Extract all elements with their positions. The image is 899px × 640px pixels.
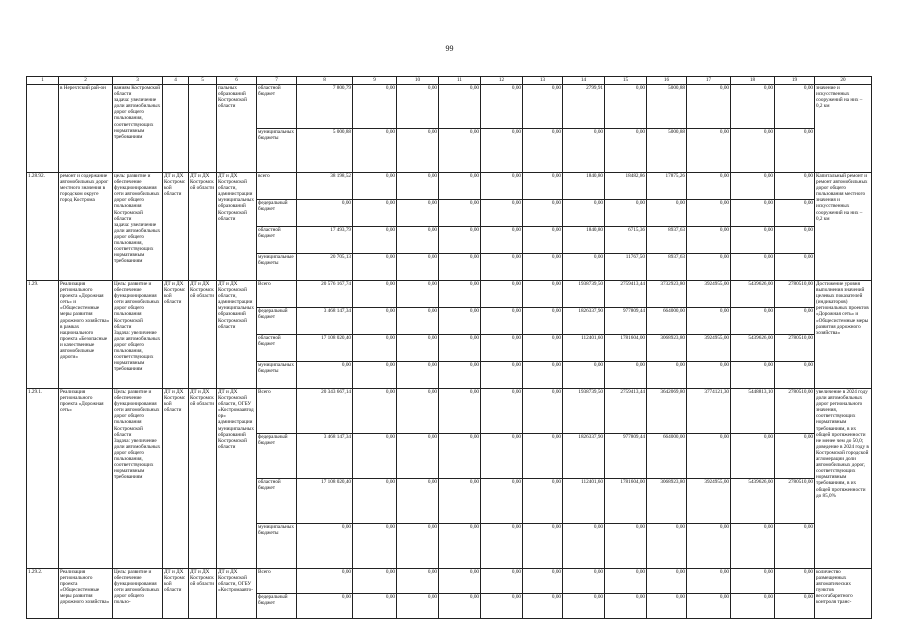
funding-source: Всего — [257, 389, 297, 434]
amount-cell: 20 705,13 — [297, 254, 353, 281]
amount-cell: 0,00 — [605, 200, 647, 227]
amount-cell: 20 576 167,74 — [297, 281, 353, 308]
amount-cell: 0,00 — [731, 200, 775, 227]
amount-cell: 0,00 — [297, 362, 353, 389]
funding-source: областной бюджет — [257, 85, 297, 129]
executor-cell: ДТ и ДХ Костромской области — [163, 389, 189, 569]
amount-cell: 0,00 — [523, 129, 563, 173]
participant-cell: ДТ и ДХ Костромской области, ОГБУ «Костромаавтодор» администрации муниципальных образований Костромской области — [217, 389, 257, 569]
amount-cell: 0,00 — [481, 569, 523, 594]
amount-cell: 0,00 — [523, 335, 563, 362]
result-text: Капитальный ремонт и ремонт автомобильных дорог общего пользования местного значения и искусственных сооружений на них – 0,2 км — [815, 173, 872, 281]
amount-cell: 0,00 — [687, 85, 731, 129]
amount-cell: 0,00 — [297, 524, 353, 569]
amount-cell: 664000,00 — [647, 308, 687, 335]
result-text: количество размещенных автоматических пунктов весогабаритного контроля транс- — [815, 569, 872, 619]
amount-cell: 1826337,90 — [563, 308, 605, 335]
amount-cell: 0,00 — [353, 362, 397, 389]
measure-name: ремонт и содержание автомобильных дорог местного значения в городском округе город Кострома — [59, 173, 113, 281]
column-number: 7 — [257, 77, 297, 85]
amount-cell: 17 493,79 — [297, 227, 353, 254]
column-number: 5 — [189, 77, 217, 85]
page-number: 99 — [445, 44, 454, 53]
amount-cell: 0,00 — [647, 524, 687, 569]
amount-cell: 0,00 — [481, 362, 523, 389]
amount-cell: 0,00 — [297, 200, 353, 227]
executor-cell: ДТ и ДХ Костромской области — [163, 569, 189, 619]
amount-cell: 0,00 — [353, 335, 397, 362]
amount-cell: 0,00 — [523, 389, 563, 434]
amount-cell: 0,00 — [353, 594, 397, 619]
amount-cell: 0,00 — [353, 308, 397, 335]
program-table — [26, 76, 872, 619]
amount-cell: 11767,50 — [605, 254, 647, 281]
amount-cell: 0,00 — [731, 85, 775, 129]
amount-cell: 0,00 — [523, 85, 563, 129]
amount-cell: 0,00 — [481, 594, 523, 619]
amount-cell: 0,00 — [439, 200, 481, 227]
amount-cell: 0,00 — [439, 524, 481, 569]
amount-cell: 0,00 — [605, 85, 647, 129]
amount-cell: 0,00 — [563, 254, 605, 281]
amount-cell: 0,00 — [647, 594, 687, 619]
amount-cell: 0,00 — [687, 524, 731, 569]
amount-cell: 0,00 — [605, 524, 647, 569]
amount-cell: 0,00 — [731, 362, 775, 389]
amount-cell: 0,00 — [647, 200, 687, 227]
amount-cell: 0,00 — [481, 227, 523, 254]
amount-cell: 0,00 — [439, 254, 481, 281]
amount-cell: 0,00 — [397, 594, 439, 619]
item-number: 1.29.1. — [27, 389, 59, 569]
amount-cell: 3774121,30 — [687, 389, 731, 434]
amount-cell: 3642069,80 — [647, 389, 687, 434]
amount-cell: 0,00 — [523, 594, 563, 619]
measure-name: Реализация регионального проекта «Дорожная сеть» — [59, 389, 113, 569]
amount-cell: 0,00 — [353, 524, 397, 569]
amount-cell: 1840,80 — [563, 173, 605, 200]
amount-cell: 5439626,00 — [731, 281, 775, 308]
amount-cell: 977809,44 — [605, 434, 647, 479]
column-number: 4 — [163, 77, 189, 85]
amount-cell: 2780510,00 — [775, 389, 815, 434]
amount-cell: 17875,26 — [647, 173, 687, 200]
item-number: 1.29.2. — [27, 569, 59, 619]
amount-cell: 0,00 — [397, 227, 439, 254]
amount-cell: 0,00 — [731, 434, 775, 479]
amount-cell: 1781604,00 — [605, 479, 647, 524]
column-number: 18 — [731, 77, 775, 85]
column-number: 6 — [217, 77, 257, 85]
funding-source: федеральный бюджет — [257, 308, 297, 335]
amount-cell: 0,00 — [397, 569, 439, 594]
amount-cell: 0,00 — [523, 479, 563, 524]
amount-cell: 3 468 147,34 — [297, 434, 353, 479]
amount-cell: 0,00 — [731, 308, 775, 335]
amount-cell: 0,00 — [523, 434, 563, 479]
item-number: 1.29. — [27, 281, 59, 389]
amount-cell: 0,00 — [605, 129, 647, 173]
amount-cell: 0,00 — [775, 434, 815, 479]
amount-cell: 0,00 — [523, 524, 563, 569]
amount-cell: 0,00 — [687, 129, 731, 173]
participant-cell: ДТ и ДХ Костромской области, администрации муниципальных образований Костромской области — [217, 281, 257, 389]
amount-cell: 1781604,00 — [605, 335, 647, 362]
amount-cell: 0,00 — [397, 129, 439, 173]
funding-source: всего — [257, 173, 297, 200]
amount-cell: 112401,60 — [563, 479, 605, 524]
amount-cell: 0,00 — [523, 362, 563, 389]
amount-cell: 0,00 — [439, 569, 481, 594]
amount-cell: 0,00 — [481, 434, 523, 479]
funding-source: муниципальные бюджеты — [257, 254, 297, 281]
amount-cell: 5000,88 — [647, 129, 687, 173]
amount-cell: 977809,44 — [605, 308, 647, 335]
amount-cell: 0,00 — [731, 569, 775, 594]
amount-cell: 0,00 — [731, 227, 775, 254]
amount-cell: 0,00 — [353, 389, 397, 434]
amount-cell: 8937,63 — [647, 227, 687, 254]
goal-text: ваниям Костромской области задача: увеличение доли автомобильных дорог общего пользования, соответствующих нормативным требованиям — [113, 85, 163, 173]
amount-cell: 0,00 — [731, 129, 775, 173]
amount-cell: 18482,86 — [605, 173, 647, 200]
amount-cell: 0,00 — [353, 479, 397, 524]
amount-cell: 0,00 — [775, 200, 815, 227]
column-number: 19 — [775, 77, 815, 85]
table-row — [27, 85, 872, 129]
column-number: 13 — [523, 77, 563, 85]
amount-cell: 20 343 667,14 — [297, 389, 353, 434]
amount-cell: 664000,00 — [647, 434, 687, 479]
amount-cell: 0,00 — [775, 254, 815, 281]
amount-cell: 2759413,44 — [605, 389, 647, 434]
amount-cell: 0,00 — [439, 85, 481, 129]
result-text: значение и искусственных сооружений на них – 0,2 км — [815, 85, 872, 173]
amount-cell: 3924955,00 — [687, 335, 731, 362]
amount-cell: 0,00 — [687, 227, 731, 254]
amount-cell: 0,00 — [523, 173, 563, 200]
amount-cell: 2799,91 — [563, 85, 605, 129]
amount-cell: 0,00 — [605, 594, 647, 619]
amount-cell: 0,00 — [563, 200, 605, 227]
goal-text: цель: развитие и обеспечение функционирования сети автомобильных дорог общего пользования Костромской области задача: увеличение доли автомобильных дорог общего пользования, соответствующих нормативным требованиям — [113, 173, 163, 281]
amount-cell: 0,00 — [439, 281, 481, 308]
amount-cell: 0,00 — [397, 434, 439, 479]
amount-cell: 0,00 — [775, 308, 815, 335]
amount-cell: 0,00 — [563, 594, 605, 619]
amount-cell: 0,00 — [353, 281, 397, 308]
amount-cell: 0,00 — [481, 281, 523, 308]
amount-cell: 0,00 — [397, 389, 439, 434]
column-number: 16 — [647, 77, 687, 85]
amount-cell: 0,00 — [687, 308, 731, 335]
amount-cell: 0,00 — [353, 254, 397, 281]
amount-cell: 0,00 — [297, 569, 353, 594]
executor-cell: ДТ и ДХ Костромской области — [163, 281, 189, 389]
funding-source: областной бюджет — [257, 227, 297, 254]
funding-source: федеральный бюджет — [257, 200, 297, 227]
funding-source: федеральный бюджет — [257, 434, 297, 479]
amount-cell: 0,00 — [397, 200, 439, 227]
coexecutor-cell: ДТ и ДХ Костромской области — [189, 281, 217, 389]
amount-cell: 0,00 — [775, 524, 815, 569]
amount-cell: 1840,80 — [563, 227, 605, 254]
amount-cell: 0,00 — [775, 594, 815, 619]
amount-cell: 0,00 — [481, 85, 523, 129]
result-text: увеличение в 2024 году доли автомобильных дорог регионального значения, соответствующих нормативным требованиям, в их общей протяженности не менее чем до 50,0; доведение в 2024 году в Костромской городской агломерации доли автомобильных дорог, соответствующих нормативным требованиям, в их общей протяженности до 85,0% — [815, 389, 872, 569]
amount-cell: 0,00 — [775, 227, 815, 254]
participant-cell: ДТ и ДХ Костромской области, ОГБУ «Костромаавто- — [217, 569, 257, 619]
amount-cell: 0,00 — [523, 254, 563, 281]
goal-text: Цель: развитие и обеспечение функционирования сети автомобильных дорог общего пользования Костромской области Задача: увеличение доли автомобильных дорог общего пользования, соответствующих нормативным требованиям — [113, 281, 163, 389]
amount-cell: 0,00 — [397, 362, 439, 389]
amount-cell: 0,00 — [687, 434, 731, 479]
amount-cell: 5000,88 — [647, 85, 687, 129]
column-number: 1 — [27, 77, 59, 85]
amount-cell: 3068923,80 — [647, 335, 687, 362]
column-number: 17 — [687, 77, 731, 85]
item-number — [27, 85, 59, 173]
amount-cell: 0,00 — [481, 335, 523, 362]
amount-cell: 0,00 — [775, 173, 815, 200]
amount-cell: 2780510,00 — [775, 479, 815, 524]
amount-cell: 0,00 — [605, 362, 647, 389]
amount-cell: 0,00 — [353, 173, 397, 200]
amount-cell: 0,00 — [353, 85, 397, 129]
amount-cell: 0,00 — [481, 389, 523, 434]
amount-cell: 0,00 — [397, 281, 439, 308]
amount-cell: 0,00 — [397, 85, 439, 129]
amount-cell: 0,00 — [439, 227, 481, 254]
funding-source: федеральный бюджет — [257, 594, 297, 619]
measure-name: Реализация регионального проекта «Общесистемные меры развития дорожного хозяйства» — [59, 569, 113, 619]
amount-cell: 0,00 — [397, 254, 439, 281]
amount-cell: 2780510,00 — [775, 281, 815, 308]
column-number: 15 — [605, 77, 647, 85]
amount-cell: 0,00 — [605, 569, 647, 594]
amount-cell: 0,00 — [397, 524, 439, 569]
amount-cell: 3732923,80 — [647, 281, 687, 308]
item-number: 1.28.92. — [27, 173, 59, 281]
amount-cell: 0,00 — [481, 200, 523, 227]
amount-cell: 3924955,00 — [687, 281, 731, 308]
amount-cell: 1826337,90 — [563, 434, 605, 479]
amount-cell: 0,00 — [353, 200, 397, 227]
amount-cell: 0,00 — [481, 173, 523, 200]
measure-name: Реализация регионального проекта «Дорожная сеть» и «Общесистемные меры развития дорожного хозяйства» в рамках национального проекта «Безопасные и качественные автомобильные дороги» — [59, 281, 113, 389]
amount-cell: 0,00 — [481, 129, 523, 173]
amount-cell: 0,00 — [439, 594, 481, 619]
column-number: 14 — [563, 77, 605, 85]
goal-text: Цель: развитие и обеспечение функционирования сети автомобильных дорог общего пользо- — [113, 569, 163, 619]
amount-cell: 6715,36 — [605, 227, 647, 254]
amount-cell: 0,00 — [297, 594, 353, 619]
amount-cell: 17 108 020,40 — [297, 335, 353, 362]
amount-cell: 0,00 — [439, 129, 481, 173]
amount-cell: 0,00 — [523, 200, 563, 227]
column-number: 8 — [297, 77, 353, 85]
amount-cell: 0,00 — [563, 129, 605, 173]
amount-cell: 0,00 — [563, 524, 605, 569]
amount-cell: 0,00 — [397, 173, 439, 200]
funding-source: муниципальных бюджеты — [257, 129, 297, 173]
amount-cell: 0,00 — [397, 479, 439, 524]
column-number: 3 — [113, 77, 163, 85]
executor-cell: ДТ и ДХ Костромской области — [163, 173, 189, 281]
amount-cell: 0,00 — [439, 389, 481, 434]
amount-cell: 0,00 — [439, 479, 481, 524]
amount-cell: 0,00 — [647, 569, 687, 594]
amount-cell: 0,00 — [731, 173, 775, 200]
goal-text: Цель: развитие и обеспечение функционирования сети автомобильных дорог общего пользования Костромской области Задача: увеличение доли автомобильных дорог общего пользования, соответствующих нормативным требованиям — [113, 389, 163, 569]
amount-cell: 0,00 — [481, 254, 523, 281]
amount-cell: 0,00 — [523, 308, 563, 335]
amount-cell: 112401,60 — [563, 335, 605, 362]
amount-cell: 3068923,80 — [647, 479, 687, 524]
amount-cell: 0,00 — [563, 569, 605, 594]
amount-cell: 3 468 147,34 — [297, 308, 353, 335]
amount-cell: 17 108 020,40 — [297, 479, 353, 524]
amount-cell: 0,00 — [439, 362, 481, 389]
column-number: 11 — [439, 77, 481, 85]
funding-source: муниципальных бюджеты — [257, 524, 297, 569]
column-number: 2 — [59, 77, 113, 85]
amount-cell: 1938739,50 — [563, 281, 605, 308]
table-row — [27, 389, 872, 434]
amount-cell: 7 800,79 — [297, 85, 353, 129]
amount-cell: 0,00 — [775, 569, 815, 594]
amount-cell: 0,00 — [353, 434, 397, 479]
amount-cell: 5 000,88 — [297, 129, 353, 173]
measure-name: в Нерехтский рай-он — [59, 85, 113, 173]
amount-cell: 0,00 — [731, 594, 775, 619]
funding-source: Всего — [257, 281, 297, 308]
amount-cell: 2780510,00 — [775, 335, 815, 362]
amount-cell: 0,00 — [481, 308, 523, 335]
table-row — [27, 281, 872, 308]
amount-cell: 1938739,50 — [563, 389, 605, 434]
amount-cell: 0,00 — [731, 254, 775, 281]
amount-cell: 0,00 — [775, 85, 815, 129]
amount-cell: 38 198,52 — [297, 173, 353, 200]
result-text: Достижение уровня выполнения значений целевых показателей (индикаторов) региональных проектов «Дорожная сеть» и «Общесистемные меры развития дорожного хозяйства» — [815, 281, 872, 389]
table-row — [27, 173, 872, 200]
amount-cell: 0,00 — [353, 129, 397, 173]
coexecutor-cell: ДТ и ДХ Костромской области — [189, 569, 217, 619]
amount-cell: 0,00 — [775, 362, 815, 389]
amount-cell: 5448813,10 — [731, 389, 775, 434]
amount-cell: 0,00 — [353, 569, 397, 594]
amount-cell: 0,00 — [397, 335, 439, 362]
amount-cell: 0,00 — [353, 227, 397, 254]
amount-cell: 0,00 — [687, 173, 731, 200]
column-number: 20 — [815, 77, 872, 85]
amount-cell: 0,00 — [775, 129, 815, 173]
coexecutor-cell — [189, 85, 217, 173]
column-number: 12 — [481, 77, 523, 85]
executor-cell — [163, 85, 189, 173]
amount-cell: 0,00 — [523, 227, 563, 254]
funding-source: областной бюджет — [257, 479, 297, 524]
amount-cell: 0,00 — [563, 362, 605, 389]
amount-cell: 0,00 — [439, 308, 481, 335]
coexecutor-cell: ДТ и ДХ Костромской области — [189, 173, 217, 281]
amount-cell: 0,00 — [481, 524, 523, 569]
amount-cell: 8937,63 — [647, 254, 687, 281]
funding-source: Всего — [257, 569, 297, 594]
table-row — [27, 569, 872, 594]
column-number: 9 — [353, 77, 397, 85]
header-row — [27, 77, 872, 85]
amount-cell: 0,00 — [731, 524, 775, 569]
amount-cell: 0,00 — [687, 254, 731, 281]
amount-cell: 0,00 — [687, 200, 731, 227]
amount-cell: 0,00 — [687, 594, 731, 619]
coexecutor-cell: ДТ и ДХ Костромской области — [189, 389, 217, 569]
amount-cell: 0,00 — [439, 434, 481, 479]
amount-cell: 0,00 — [523, 281, 563, 308]
amount-cell: 5439626,00 — [731, 479, 775, 524]
participant-cell: пальных образований Костромской области — [217, 85, 257, 173]
participant-cell: ДТ и ДХ Костромской области, администрации муниципальных образований Костромской области — [217, 173, 257, 281]
amount-cell: 0,00 — [687, 362, 731, 389]
amount-cell: 2759413,44 — [605, 281, 647, 308]
amount-cell: 0,00 — [439, 335, 481, 362]
amount-cell: 5439626,00 — [731, 335, 775, 362]
amount-cell: 0,00 — [687, 569, 731, 594]
amount-cell: 0,00 — [481, 479, 523, 524]
amount-cell: 0,00 — [647, 362, 687, 389]
amount-cell: 0,00 — [523, 569, 563, 594]
funding-source: муниципальных бюджеты — [257, 362, 297, 389]
amount-cell: 3924955,00 — [687, 479, 731, 524]
column-number: 10 — [397, 77, 439, 85]
amount-cell: 0,00 — [439, 173, 481, 200]
funding-source: областной бюджет — [257, 335, 297, 362]
amount-cell: 0,00 — [397, 308, 439, 335]
